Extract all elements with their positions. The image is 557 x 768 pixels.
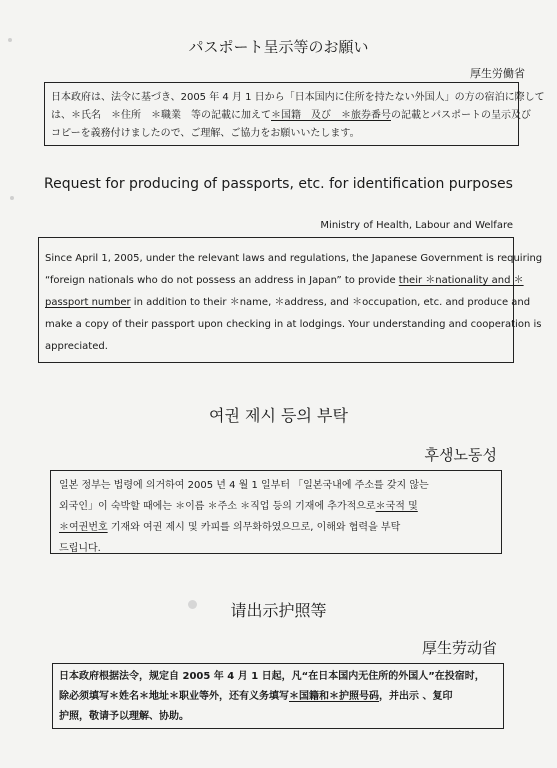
korean-line-4: 드립니다. [59,543,101,554]
chinese-line-2-text: 除必须填写＊姓名＊地址＊职业等外，还有义务填写 [59,691,289,702]
japanese-line-2-text: は、＊氏名 ＊住所 ＊職業 等の記載に加えて [51,110,271,121]
korean-line-2 [59,496,493,517]
chinese-line-2 [59,687,497,707]
korean-line-1: 일본 정부는 법령에 의거하여 2005 년 4 월 1 일부터 「일본국내에 주소를 갖지 않는 [59,480,429,491]
english-line-1: Since April 1, 2005, under the relevant laws and regulations, the Japanese Government is requiring [45,253,543,264]
japanese-notice-box [44,82,545,146]
english-line-2-text: “foreign nationals who do not possess an address in Japan” to provide [45,275,396,286]
korean-line-3-text: 기재와 여권 제시 및 카피를 의무화하였으므로, 이해와 협력을 부탁 [107,522,401,533]
japanese-ministry: 厚生労働省 [470,67,525,80]
korean-title: 여권 제시 등의 부탁 [209,406,348,425]
korean-notice-box [50,470,502,554]
english-title: Request for producing of passports, etc. for identification purposes [44,176,513,192]
korean-passport-number: ＊여권번호 [59,522,108,533]
chinese-line-1: 日本政府根据法令，规定自 2005 年 4 月 1 日起，凡“在日本国内无住所的外国人”在投宿时， [59,671,485,682]
english-required-fields: their ＊nationality and ＊ [398,275,524,286]
japanese-line-3: コピーを義務付けましたので、ご理解、ご協力をお願いいたします。 [51,128,360,139]
korean-line-3 [59,517,493,538]
scan-speck [10,196,14,200]
chinese-required-fields: ＊国籍和＊护照号码 [289,691,379,702]
english-line-5: appreciated. [45,341,108,352]
korean-nationality: ＊국적 및 [375,501,418,512]
english-line-3-text: in addition to their ＊name, ＊address, and ＊occupation, etc. and produce and [130,297,531,308]
english-line-3 [45,292,531,314]
chinese-ministry: 厚生劳动省 [421,639,497,657]
english-ministry: Ministry of Health, Labour and Welfare [320,220,513,231]
chinese-title: 请出示护照等 [230,601,327,620]
japanese-line-2-end: の記載とパスポートの呈示及び [391,110,531,121]
japanese-title: パスポート呈示等のお願い [188,38,369,56]
english-line-2 [45,270,524,292]
korean-line-2-text: 외국인」이 숙박할 때에는 ＊이름 ＊주소 ＊직업 등의 기재에 추가적으로 [59,501,376,512]
chinese-notice-box [52,663,504,729]
japanese-required-fields: ＊国籍 及び ＊旅券番号 [271,110,391,121]
chinese-line-2-end: ，并出示 、复印 [379,691,453,702]
japanese-line-2 [51,107,531,125]
english-notice-box [38,237,543,363]
chinese-line-3: 护照，敬请予以理解、协助。 [59,711,189,722]
english-passport-number: passport number [45,297,131,308]
korean-ministry: 후생노동성 [424,446,497,464]
japanese-line-1: 日本政府は、法令に基づき、2005 年 4 月 1 日から「日本国内に住所を持たない外国人」の方の宿泊に際して [51,92,545,103]
english-line-4: make a copy of their passport upon checking in at lodgings. Your understanding and cooperation is [45,319,542,330]
